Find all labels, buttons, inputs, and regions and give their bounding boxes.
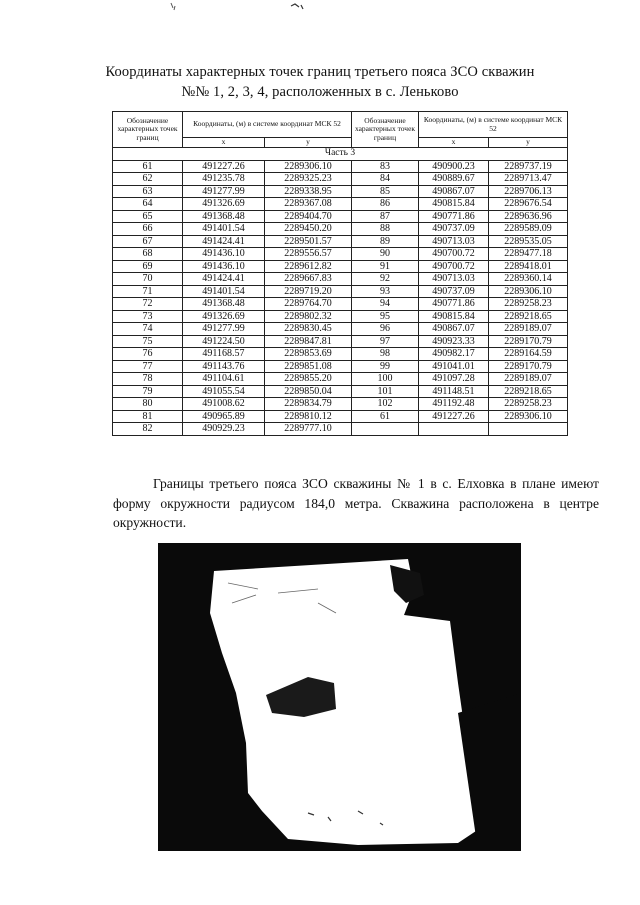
left-x-coordinate-cell: 491368.48: [183, 298, 265, 311]
right-point-number-cell: 102: [352, 398, 419, 411]
right-y-coordinate-cell: 2289706.13: [489, 185, 568, 198]
header-designation-left: Обозначение характерных точек границ: [113, 112, 183, 148]
left-y-coordinate-cell: 2289802.32: [265, 310, 352, 323]
header-x-right: x: [419, 138, 489, 148]
scanned-map-image: [158, 543, 521, 851]
left-point-number-cell: 72: [113, 298, 183, 311]
document-title: [80, 62, 560, 102]
right-y-coordinate-cell: 2289218.65: [489, 385, 568, 398]
right-x-coordinate-cell: 491097.28: [419, 373, 489, 386]
left-x-coordinate-cell: 491224.50: [183, 335, 265, 348]
left-y-coordinate-cell: 2289719.20: [265, 285, 352, 298]
table-row: [113, 360, 568, 373]
left-y-coordinate-cell: 2289556.57: [265, 248, 352, 261]
right-x-coordinate-cell: 490923.33: [419, 335, 489, 348]
header-designation-right: Обозначение характерных точек границ: [352, 112, 419, 148]
right-y-coordinate-cell: [489, 423, 568, 436]
right-point-number-cell: 87: [352, 210, 419, 223]
left-x-coordinate-cell: 491368.48: [183, 210, 265, 223]
right-y-coordinate-cell: 2289170.79: [489, 335, 568, 348]
right-point-number-cell: 101: [352, 385, 419, 398]
right-x-coordinate-cell: 490815.84: [419, 310, 489, 323]
left-y-coordinate-cell: 2289853.69: [265, 348, 352, 361]
right-x-coordinate-cell: [419, 423, 489, 436]
left-y-coordinate-cell: 2289404.70: [265, 210, 352, 223]
left-x-coordinate-cell: 491436.10: [183, 260, 265, 273]
left-point-number-cell: 77: [113, 360, 183, 373]
scan-noise: [0, 0, 640, 30]
right-y-coordinate-cell: 2289189.07: [489, 323, 568, 336]
left-point-number-cell: 64: [113, 198, 183, 211]
left-x-coordinate-cell: 491401.54: [183, 285, 265, 298]
left-x-coordinate-cell: 491168.57: [183, 348, 265, 361]
right-y-coordinate-cell: 2289306.10: [489, 285, 568, 298]
table-row: [113, 373, 568, 386]
table-row: [113, 323, 568, 336]
table-row: [113, 210, 568, 223]
left-y-coordinate-cell: 2289450.20: [265, 223, 352, 236]
table-row: [113, 223, 568, 236]
header-coordinates-right: Координаты, (м) в системе координат МСК 52: [419, 112, 568, 138]
left-y-coordinate-cell: 2289367.08: [265, 198, 352, 211]
right-y-coordinate-cell: 2289589.09: [489, 223, 568, 236]
right-point-number-cell: 88: [352, 223, 419, 236]
left-point-number-cell: 70: [113, 273, 183, 286]
right-point-number-cell: 61: [352, 410, 419, 423]
left-point-number-cell: 80: [113, 398, 183, 411]
left-x-coordinate-cell: 491436.10: [183, 248, 265, 261]
title-line-1: Координаты характерных точек границ третьего пояса ЗСО скважин: [105, 64, 535, 80]
left-x-coordinate-cell: 491424.41: [183, 273, 265, 286]
left-point-number-cell: 66: [113, 223, 183, 236]
left-y-coordinate-cell: 2289830.45: [265, 323, 352, 336]
left-point-number-cell: 82: [113, 423, 183, 436]
table-row: [113, 423, 568, 436]
right-point-number-cell: 97: [352, 335, 419, 348]
left-point-number-cell: 71: [113, 285, 183, 298]
left-point-number-cell: 67: [113, 235, 183, 248]
left-y-coordinate-cell: 2289810.12: [265, 410, 352, 423]
left-y-coordinate-cell: 2289325.23: [265, 173, 352, 186]
left-x-coordinate-cell: 491277.99: [183, 323, 265, 336]
right-y-coordinate-cell: 2289170.79: [489, 360, 568, 373]
right-x-coordinate-cell: 490700.72: [419, 260, 489, 273]
right-y-coordinate-cell: 2289258.23: [489, 298, 568, 311]
right-x-coordinate-cell: 490771.86: [419, 210, 489, 223]
right-point-number-cell: 93: [352, 285, 419, 298]
left-y-coordinate-cell: 2289851.08: [265, 360, 352, 373]
header-y-left: y: [265, 138, 352, 148]
right-x-coordinate-cell: 490889.67: [419, 173, 489, 186]
right-point-number-cell: 99: [352, 360, 419, 373]
right-point-number-cell: 89: [352, 235, 419, 248]
table-row: [113, 260, 568, 273]
left-point-number-cell: 79: [113, 385, 183, 398]
table-row: [113, 185, 568, 198]
left-point-number-cell: 76: [113, 348, 183, 361]
right-point-number-cell: 85: [352, 185, 419, 198]
table-row: [113, 160, 568, 173]
left-x-coordinate-cell: 491235.78: [183, 173, 265, 186]
header-coordinates-left: Координаты, (м) в системе координат МСК 52: [183, 112, 352, 138]
right-x-coordinate-cell: 490771.86: [419, 298, 489, 311]
left-point-number-cell: 81: [113, 410, 183, 423]
right-y-coordinate-cell: 2289189.07: [489, 373, 568, 386]
right-y-coordinate-cell: 2289535.05: [489, 235, 568, 248]
table-row: [113, 310, 568, 323]
right-y-coordinate-cell: 2289676.54: [489, 198, 568, 211]
left-point-number-cell: 62: [113, 173, 183, 186]
right-y-coordinate-cell: 2289258.23: [489, 398, 568, 411]
right-point-number-cell: 84: [352, 173, 419, 186]
right-x-coordinate-cell: 490815.84: [419, 198, 489, 211]
left-y-coordinate-cell: 2289501.57: [265, 235, 352, 248]
table-row: [113, 335, 568, 348]
table-row: [113, 348, 568, 361]
left-x-coordinate-cell: 491104.61: [183, 373, 265, 386]
left-x-coordinate-cell: 490965.89: [183, 410, 265, 423]
left-x-coordinate-cell: 491277.99: [183, 185, 265, 198]
part-label: Часть 3: [113, 148, 568, 161]
table-row: [113, 235, 568, 248]
right-x-coordinate-cell: 490700.72: [419, 248, 489, 261]
right-point-number-cell: 98: [352, 348, 419, 361]
left-point-number-cell: 69: [113, 260, 183, 273]
table-row: [113, 273, 568, 286]
left-x-coordinate-cell: 491326.69: [183, 198, 265, 211]
left-x-coordinate-cell: 491424.41: [183, 235, 265, 248]
table-row: [113, 198, 568, 211]
right-x-coordinate-cell: 490867.07: [419, 185, 489, 198]
right-y-coordinate-cell: 2289636.96: [489, 210, 568, 223]
left-y-coordinate-cell: 2289612.82: [265, 260, 352, 273]
left-point-number-cell: 61: [113, 160, 183, 173]
right-point-number-cell: 90: [352, 248, 419, 261]
table-row: [113, 298, 568, 311]
coordinates-table: [112, 111, 568, 436]
description-paragraph: Границы третьего пояса ЗСО скважины № 1 в с. Елховка в плане имеют форму окружности радиусом 184,0 метра. Скважина расположена в центре окружности.: [113, 476, 599, 530]
left-point-number-cell: 63: [113, 185, 183, 198]
right-y-coordinate-cell: 2289218.65: [489, 310, 568, 323]
right-x-coordinate-cell: 490867.07: [419, 323, 489, 336]
right-x-coordinate-cell: 490713.03: [419, 235, 489, 248]
right-y-coordinate-cell: 2289306.10: [489, 410, 568, 423]
left-point-number-cell: 65: [113, 210, 183, 223]
right-point-number-cell: [352, 423, 419, 436]
header-y-right: y: [489, 138, 568, 148]
right-point-number-cell: 91: [352, 260, 419, 273]
right-point-number-cell: 83: [352, 160, 419, 173]
right-x-coordinate-cell: 491192.48: [419, 398, 489, 411]
right-y-coordinate-cell: 2289477.18: [489, 248, 568, 261]
table-row: [113, 248, 568, 261]
right-point-number-cell: 95: [352, 310, 419, 323]
right-y-coordinate-cell: 2289737.19: [489, 160, 568, 173]
title-line-2: №№ 1, 2, 3, 4, расположенных в с. Леньково: [181, 84, 459, 100]
left-x-coordinate-cell: 491227.26: [183, 160, 265, 173]
left-point-number-cell: 78: [113, 373, 183, 386]
right-x-coordinate-cell: 491148.51: [419, 385, 489, 398]
left-point-number-cell: 74: [113, 323, 183, 336]
table-row: [113, 398, 568, 411]
right-y-coordinate-cell: 2289418.01: [489, 260, 568, 273]
left-x-coordinate-cell: 491326.69: [183, 310, 265, 323]
right-x-coordinate-cell: 491041.01: [419, 360, 489, 373]
left-x-coordinate-cell: 490929.23: [183, 423, 265, 436]
left-point-number-cell: 75: [113, 335, 183, 348]
right-x-coordinate-cell: 490713.03: [419, 273, 489, 286]
left-y-coordinate-cell: 2289306.10: [265, 160, 352, 173]
right-x-coordinate-cell: 490982.17: [419, 348, 489, 361]
right-point-number-cell: 100: [352, 373, 419, 386]
table-row: [113, 410, 568, 423]
left-y-coordinate-cell: 2289834.79: [265, 398, 352, 411]
right-y-coordinate-cell: 2289360.14: [489, 273, 568, 286]
header-x-left: x: [183, 138, 265, 148]
left-y-coordinate-cell: 2289764.70: [265, 298, 352, 311]
right-point-number-cell: 86: [352, 198, 419, 211]
left-y-coordinate-cell: 2289850.04: [265, 385, 352, 398]
left-y-coordinate-cell: 2289338.95: [265, 185, 352, 198]
left-point-number-cell: 68: [113, 248, 183, 261]
right-y-coordinate-cell: 2289713.47: [489, 173, 568, 186]
left-y-coordinate-cell: 2289847.81: [265, 335, 352, 348]
left-x-coordinate-cell: 491143.76: [183, 360, 265, 373]
left-y-coordinate-cell: 2289855.20: [265, 373, 352, 386]
right-point-number-cell: 92: [352, 273, 419, 286]
right-point-number-cell: 96: [352, 323, 419, 336]
left-x-coordinate-cell: 491008.62: [183, 398, 265, 411]
right-y-coordinate-cell: 2289164.59: [489, 348, 568, 361]
right-x-coordinate-cell: 490900.23: [419, 160, 489, 173]
left-y-coordinate-cell: 2289777.10: [265, 423, 352, 436]
right-x-coordinate-cell: 490737.09: [419, 285, 489, 298]
right-x-coordinate-cell: 491227.26: [419, 410, 489, 423]
left-point-number-cell: 73: [113, 310, 183, 323]
table-row: [113, 173, 568, 186]
left-y-coordinate-cell: 2289667.83: [265, 273, 352, 286]
table-row: [113, 385, 568, 398]
right-x-coordinate-cell: 490737.09: [419, 223, 489, 236]
table-row: [113, 285, 568, 298]
left-x-coordinate-cell: 491055.54: [183, 385, 265, 398]
right-point-number-cell: 94: [352, 298, 419, 311]
left-x-coordinate-cell: 491401.54: [183, 223, 265, 236]
